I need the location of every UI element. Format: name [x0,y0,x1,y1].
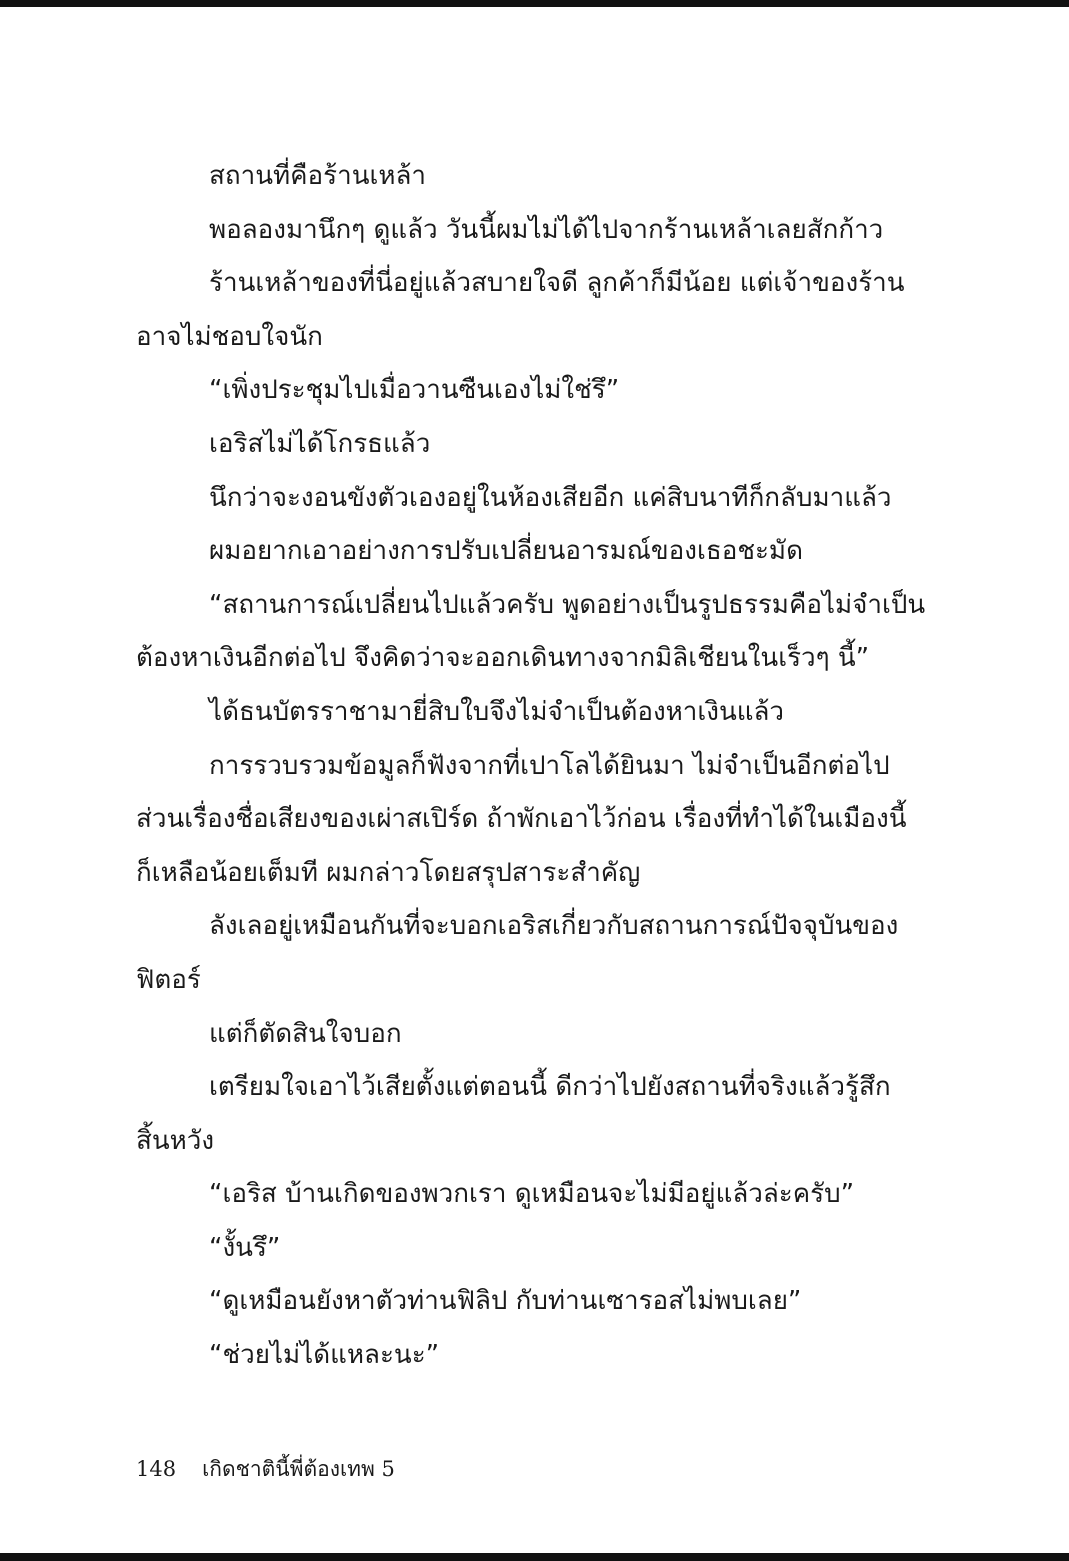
text-line: ได้ธนบัตรราชามายี่สิบใบจึงไม่จำเป็นต้องหาเงินแล้ว [209,696,785,727]
text-line: ฟิตอร์ [136,964,201,995]
text-line: “ดูเหมือนยังหาตัวท่านฟิลิป กับท่านเซารอสไม่พบเลย” [209,1286,802,1317]
page-edge-top [0,0,1069,7]
text-line: ผมอยากเอาอย่างการปรับเปลี่ยนอารมณ์ของเธอชะมัด [209,536,803,567]
page-footer [136,1452,395,1486]
text-line: แต่ก็ตัดสินใจบอก [209,1018,402,1049]
text-line: “ช่วยไม่ได้แหละนะ” [209,1340,440,1371]
text-line: นึกว่าจะงอนขังตัวเองอยู่ในห้องเสียอีก แค่สิบนาทีก็กลับมาแล้ว [209,482,892,513]
text-line: พอลองมานึกๆ ดูแล้ว วันนี้ผมไม่ได้ไปจากร้านเหล้าเลยสักก้าว [209,214,884,245]
text-line: การรวบรวมข้อมูลก็ฟังจากที่เปาโลได้ยินมา ไม่จำเป็นอีกต่อไป [209,750,890,781]
body-text [136,150,926,1383]
text-line: ก็เหลือน้อยเต็มที ผมกล่าวโดยสรุปสาระสำคัญ [136,857,641,888]
page-edge-bottom [0,1553,1069,1561]
text-line: “เอริส บ้านเกิดของพวกเรา ดูเหมือนจะไม่มีอยู่แล้วล่ะครับ” [209,1179,855,1210]
text-line: ต้องหาเงินอีกต่อไป จึงคิดว่าจะออกเดินทางจากมิลิเชียนในเร็วๆ นี้” [136,643,870,674]
book-title: เกิดชาตินี้พี่ต้องเทพ 5 [202,1457,395,1481]
text-line: ลังเลอยู่เหมือนกันที่จะบอกเอริสเกี่ยวกับสถานการณ์ปัจจุบันของ [209,911,899,942]
text-line: สิ้นหวัง [136,1125,215,1156]
text-line: เอริสไม่ได้โกรธแล้ว [209,428,431,459]
text-line: “งั้นรึ” [209,1232,281,1263]
text-line: ส่วนเรื่องชื่อเสียงของเผ่าสเปิร์ด ถ้าพักเอาไว้ก่อน เรื่องที่ทำได้ในเมืองนี้ [136,804,907,835]
text-line: อาจไม่ชอบใจนัก [136,321,323,352]
text-line: “สถานการณ์เปลี่ยนไปแล้วครับ พูดอย่างเป็นรูปธรรมคือไม่จำเป็น [209,589,926,620]
text-line: “เพิ่งประชุมไปเมื่อวานซืนเองไม่ใช่รึ” [209,375,620,406]
text-line: เตรียมใจเอาไว้เสียตั้งแต่ตอนนี้ ดีกว่าไปยังสถานที่จริงแล้วรู้สึก [209,1072,891,1103]
text-line: สถานที่คือร้านเหล้า [209,161,427,191]
page-number: 148 [136,1457,177,1481]
text-line: ร้านเหล้าของที่นี่อยู่แล้วสบายใจดี ลูกค้าก็มีน้อย แต่เจ้าของร้าน [209,268,905,299]
